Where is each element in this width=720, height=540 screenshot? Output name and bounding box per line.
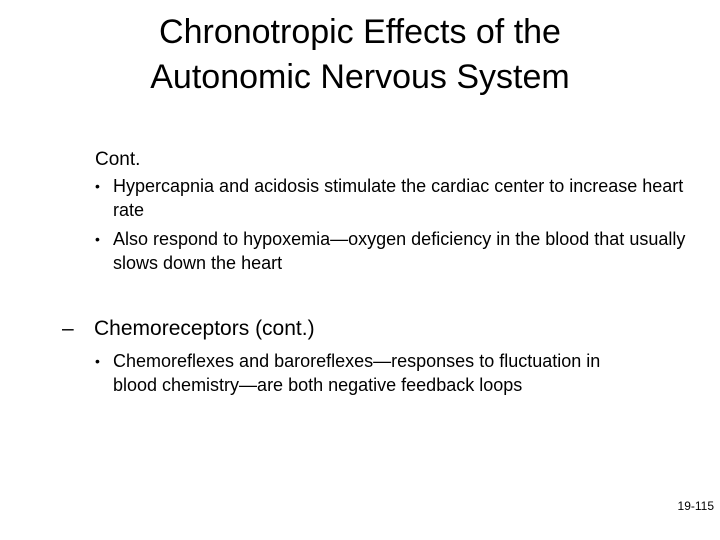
title-line-2: Autonomic Nervous System [150,58,570,96]
page-number: 19-115 [677,499,714,513]
title-line-1: Chronotropic Effects of the [159,13,561,51]
bullet-text: Hypercapnia and acidosis stimulate the cardiac center to increase heart rate [113,176,684,220]
bullet-item [95,349,635,397]
subheading-text: Chemoreceptors (cont.) [94,317,315,340]
bullet-dot: • [95,231,100,247]
bullet-text: Chemoreflexes and baroreflexes—responses to fluctuation in blood chemistry—are both negative feedback loops [113,351,601,395]
dash-marker: – [62,317,74,340]
bullet-item [95,174,695,222]
subheading-chemoreceptors [62,314,662,344]
content-block-chemoreceptors [95,349,635,402]
content-block-cont [95,148,695,280]
bullet-text: Also respond to hypoxemia—oxygen deficiency in the blood that usually slows down the heart [113,229,686,273]
cont-label: Cont. [95,149,141,170]
bullet-item [95,227,695,275]
bullet-dot: • [95,353,100,369]
slide-title [40,10,680,100]
bullet-dot: • [95,178,100,194]
